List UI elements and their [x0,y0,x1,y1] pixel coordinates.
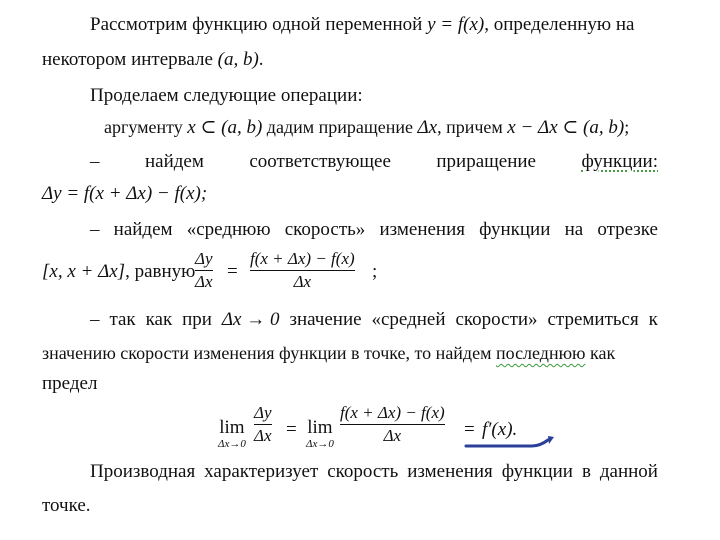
para-6-line-3: предел [42,373,98,394]
para-5-line-2 [42,262,195,281]
equals-sign: = [227,261,238,282]
word: к [648,309,658,330]
text: , равную [125,261,196,282]
word: изменения [407,461,493,482]
word: отрезке [597,219,658,240]
text: ; [624,117,630,137]
derivative-result: f′(x). [482,419,518,440]
formula-delta-y: Δy = f(x + Δx) − f(x); [42,183,208,204]
text: . [258,49,264,70]
formula-delta-x: Δx [417,117,438,138]
word: – [90,219,100,240]
text: аргументу [104,117,188,137]
word: данной [599,461,658,482]
para-9-line-2: точке. [42,495,91,516]
word: скорости» [455,309,538,330]
word: скорость [327,461,399,482]
text: , причем [437,117,508,137]
numerator: Δy [254,403,272,422]
lim-subscript: Δx→0 [218,438,246,450]
underlined-word: последнюю [495,343,586,363]
denominator: Δx [293,271,312,291]
word: значение [289,309,362,330]
limit-2 [306,418,334,450]
semicolon: ; [372,261,378,282]
para-1-line-2 [42,50,264,69]
text: Рассмотрим функцию одной переменной [90,14,428,35]
word: стремиться [547,309,639,330]
numerator: Δy [195,249,213,268]
word: как [145,309,173,330]
word: изменения [379,219,465,240]
text: дадим приращение [262,117,418,137]
formula-y-eq-fx: y = f(x) [427,14,485,35]
text: некотором интервале [42,49,218,70]
word: в [581,461,591,482]
fraction-bar [340,424,445,425]
para-9-line-1 [90,462,658,481]
formula-x-in-ab: x ⊂ (a, b) [187,117,263,138]
word: найдем [113,219,173,240]
formula-x-minus-dx: x − Δx ⊂ (a, b) [507,117,625,138]
word: так [109,309,136,330]
formula-dx-to-zero: Δx → 0 [221,309,280,330]
word: Производная [90,461,196,482]
lim-label: lim [307,417,333,438]
fraction-difference-quotient-limit [340,404,445,445]
para-3 [104,118,629,137]
para-2: Проделаем следующие операции: [90,85,363,106]
para-4-line-1 [90,152,658,171]
denominator: Δx [195,271,213,291]
fraction-bar [195,270,213,271]
numerator: f(x + Δx) − f(x) [340,403,445,422]
fraction-dy-dx [195,250,213,291]
word: «среднюю [186,219,271,240]
fraction-difference-quotient [250,250,355,291]
formula-segment: [x, x + Δx] [42,261,126,282]
fraction-dy-dx-limit [254,404,272,445]
word: характеризует [204,461,319,482]
text: как [585,343,616,363]
denominator: Δx [254,425,272,445]
para-5-line-1 [90,220,658,239]
word: на [564,219,584,240]
para-6-line-1 [90,310,658,329]
formula-interval: (a, b) [217,49,259,70]
word: функции: [581,151,658,172]
word: скорость» [284,219,366,240]
para-6-line-2 [42,344,615,362]
word: – [90,309,100,330]
text: , определенную на [484,14,635,35]
word: при [182,309,212,330]
equals-sign-1: = [286,419,297,440]
word: функции [501,461,573,482]
limit-1 [218,418,246,450]
numerator: f(x + Δx) − f(x) [250,249,355,268]
word: «средней [371,309,446,330]
text: значению скорости изменения функции в точке, то найдем [42,343,496,363]
word: функции [479,219,551,240]
word: соответствующее [249,151,391,172]
fraction-bar [254,424,272,425]
word: – [90,151,100,172]
para-1-line-1 [90,15,634,34]
fraction-bar [250,270,355,271]
lim-label: lim [219,417,245,438]
lim-subscript: Δx→0 [306,438,334,450]
word: приращение [436,151,536,172]
denominator: Δx [383,425,402,445]
equals-sign-2: = [464,419,475,440]
word: найдем [144,151,204,172]
